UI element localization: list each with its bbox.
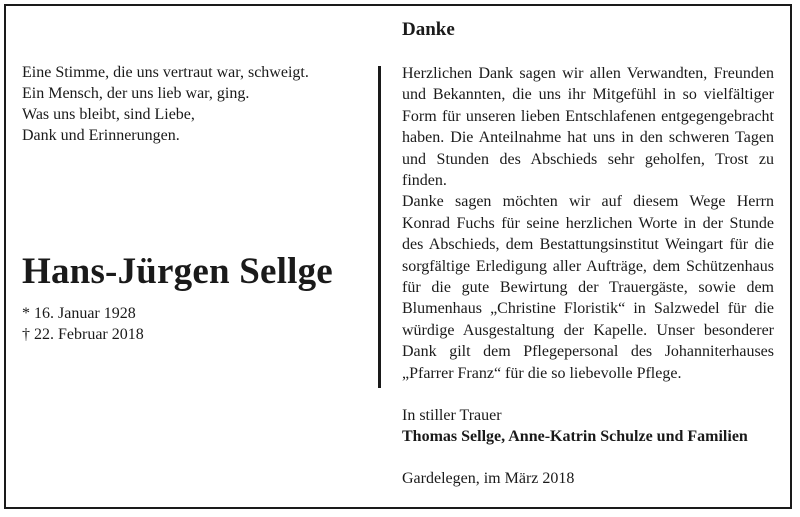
poem-line: Dank und Erinnerungen.	[22, 127, 180, 144]
signature	[402, 405, 774, 447]
thanks-paragraph-2: Danke sagen möchten wir auf diesem Wege Herrn Konrad Fuchs für seine herzlichen Worte in der Stunde des Abschieds, dem Bestattungsinstitut Weingart für die sorgfältige Erledigung aller Aufträge, dem Schützenhaus für die gute Bewirtung der Trauergäste, sowie dem Blumenhaus „Christine Floristik“ in Salzwedel für die würdige Ausgestaltung der Kapelle. Unser besonderer Dank gilt dem Pflegepersonal des Johanniterhauses „Pfarrer Franz“ für die so liebevolle Pflege.	[402, 193, 774, 382]
birth-date: * 16. Januar 1928	[22, 305, 136, 322]
thanks-heading: Danke	[402, 19, 455, 40]
poem-line: Was uns bleibt, sind Liebe,	[22, 106, 195, 123]
signature-intro: In stiller Trauer	[402, 407, 502, 425]
thanks-paragraph-1: Herzlichen Dank sagen wir allen Verwandten, Freunden und Bekannten, die uns ihr Mitgefühl in so vielfältiger Form für unseren lieben Entschlafenen entgegengebracht haben. Die Anteilnahme hat uns in den schweren Tagen und Stunden des Abschieds sehr geholfen, Trost zu finden.	[402, 65, 774, 190]
thanks-block	[402, 18, 774, 489]
poem-block	[22, 62, 362, 146]
thanks-text	[402, 63, 774, 384]
signature-names: Thomas Sellge, Anne-Katrin Schulze und Familien	[402, 428, 748, 446]
death-date: † 22. Februar 2018	[22, 326, 144, 343]
poem-line: Ein Mensch, der uns lieb war, ging.	[22, 85, 250, 102]
poem	[22, 62, 362, 146]
poem-line: Eine Stimme, die uns vertraut war, schweigt.	[22, 64, 309, 81]
life-dates	[22, 303, 144, 345]
deceased-name: Hans-Jürgen Sellge	[22, 251, 333, 292]
column-divider	[378, 66, 381, 388]
place-date: Gardelegen, im März 2018	[402, 470, 575, 488]
